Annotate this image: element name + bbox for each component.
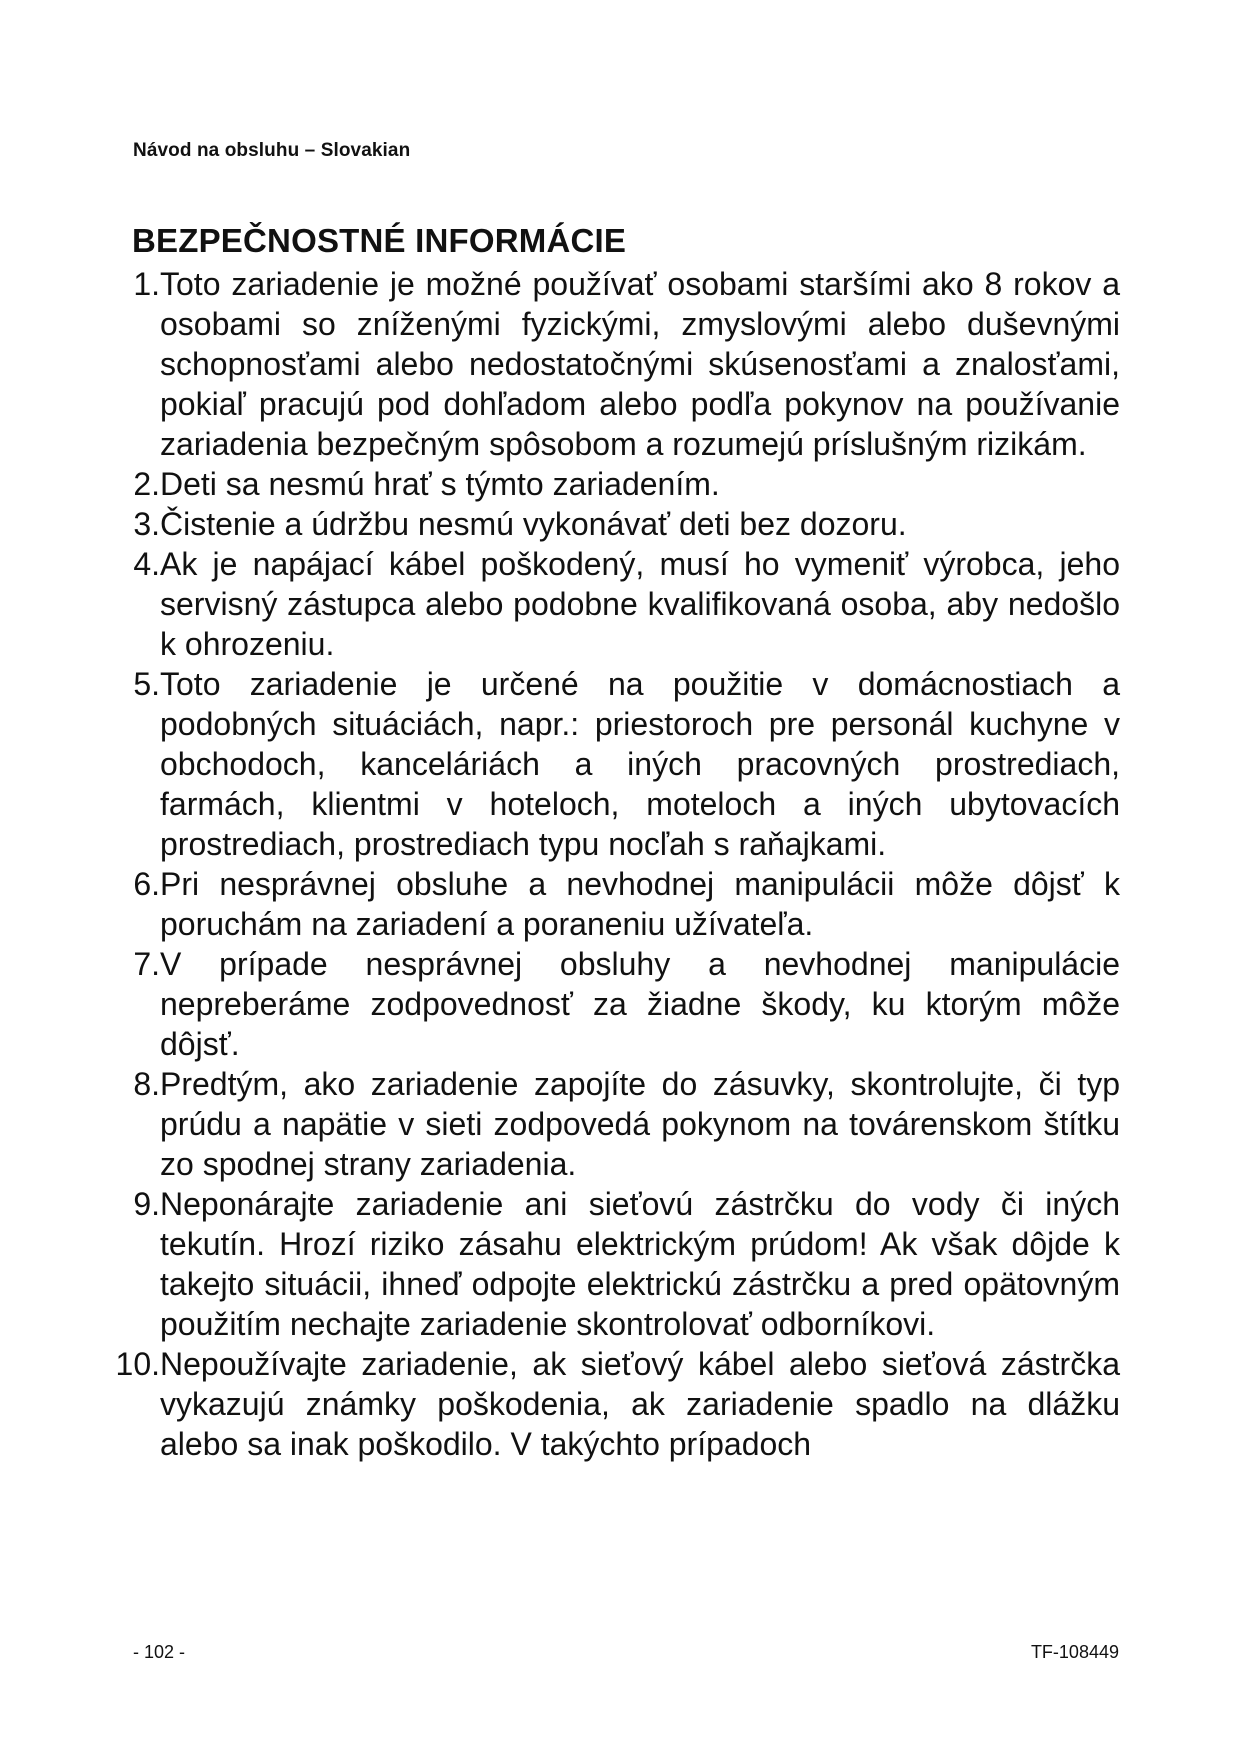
item-text: Toto zariadenie je určené na použitie v domácnostiach a podobných situáciách, napr.: priestoroch pre personál kuchyne v obchodoch, kanceláriách a iných pracovných prostrediach, farmách, klientmi v hoteloch, moteloch a iných ubytovacích prostrediach, prostrediach typu nocľah s raňajkami.	[160, 666, 1120, 862]
list-item	[98, 544, 1120, 664]
list-item	[98, 864, 1120, 944]
list-item	[98, 944, 1120, 1064]
list-item	[98, 1064, 1120, 1184]
item-text: Neponárajte zariadenie ani sieťovú zástrčku do vody či iných tekutín. Hrozí riziko zásahu elektrickým prúdom! Ak však dôjde k takejto situácii, ihneď odpojte elektrickú zástrčku a pred opätovným použitím nechajte zariadenie skontrolovať odborníkovi.	[160, 1186, 1120, 1342]
item-number: 5.	[133, 666, 160, 702]
list-item	[98, 1344, 1120, 1464]
page-number: - 102 -	[133, 1642, 186, 1662]
list-item	[98, 1184, 1120, 1344]
item-text: V prípade nesprávnej obsluhy a nevhodnej manipulácie nepreberáme zodpovednosť za žiadne škody, ku ktorým môže dôjsť.	[160, 946, 1120, 1062]
item-text: Pri nesprávnej obsluhe a nevhodnej manipulácii môže dôjsť k poruchám na zariadení a poraneniu užívateľa.	[160, 866, 1120, 942]
item-number: 1.	[133, 266, 160, 302]
item-number: 6.	[133, 866, 160, 902]
document-code: TF-108449	[1030, 1642, 1119, 1662]
list-item	[98, 504, 1120, 544]
item-text: Ak je napájací kábel poškodený, musí ho vymeniť výrobca, jeho servisný zástupca alebo podobne kvalifikovaná osoba, aby nedošlo k ohrozeniu.	[160, 546, 1120, 662]
item-number: 2.	[133, 466, 160, 502]
list-item	[98, 664, 1120, 864]
item-text: Nepoužívajte zariadenie, ak sieťový kábel alebo sieťová zástrčka vykazujú známky poškodenia, ak zariadenie spadlo na dlážku alebo sa inak poškodilo. V takýchto prípadoch	[160, 1346, 1120, 1462]
item-text: Predtým, ako zariadenie zapojíte do zásuvky, skontrolujte, či typ prúdu a napätie v sieti zodpovedá pokynom na továrenskom štítku zo spodnej strany zariadenia.	[160, 1066, 1120, 1182]
item-number: 10.	[115, 1346, 160, 1382]
safety-list	[98, 264, 1120, 1464]
item-number: 3.	[133, 506, 160, 542]
page-header: Návod na obsluhu – Slovakian	[133, 140, 411, 161]
section-title: BEZPEČNOSTNÉ INFORMÁCIE	[132, 222, 627, 259]
item-text: Toto zariadenie je možné používať osobami staršími ako 8 rokov a osobami so zníženými fyzickými, zmyslovými alebo duševnými schopnosťami alebo nedostatočnými skúsenosťami a znalosťami, pokiaľ pracujú pod dohľadom alebo podľa pokynov na používanie zariadenia bezpečným spôsobom a rozumejú príslušným rizikám.	[160, 266, 1120, 462]
item-text: Deti sa nesmú hrať s týmto zariadením.	[160, 466, 720, 502]
list-item	[98, 464, 1120, 504]
item-number: 4.	[133, 546, 160, 582]
item-number: 7.	[133, 946, 160, 982]
list-item	[98, 264, 1120, 464]
item-number: 9.	[133, 1186, 160, 1222]
item-text: Čistenie a údržbu nesmú vykonávať deti bez dozoru.	[160, 506, 907, 542]
item-number: 8.	[133, 1066, 160, 1102]
